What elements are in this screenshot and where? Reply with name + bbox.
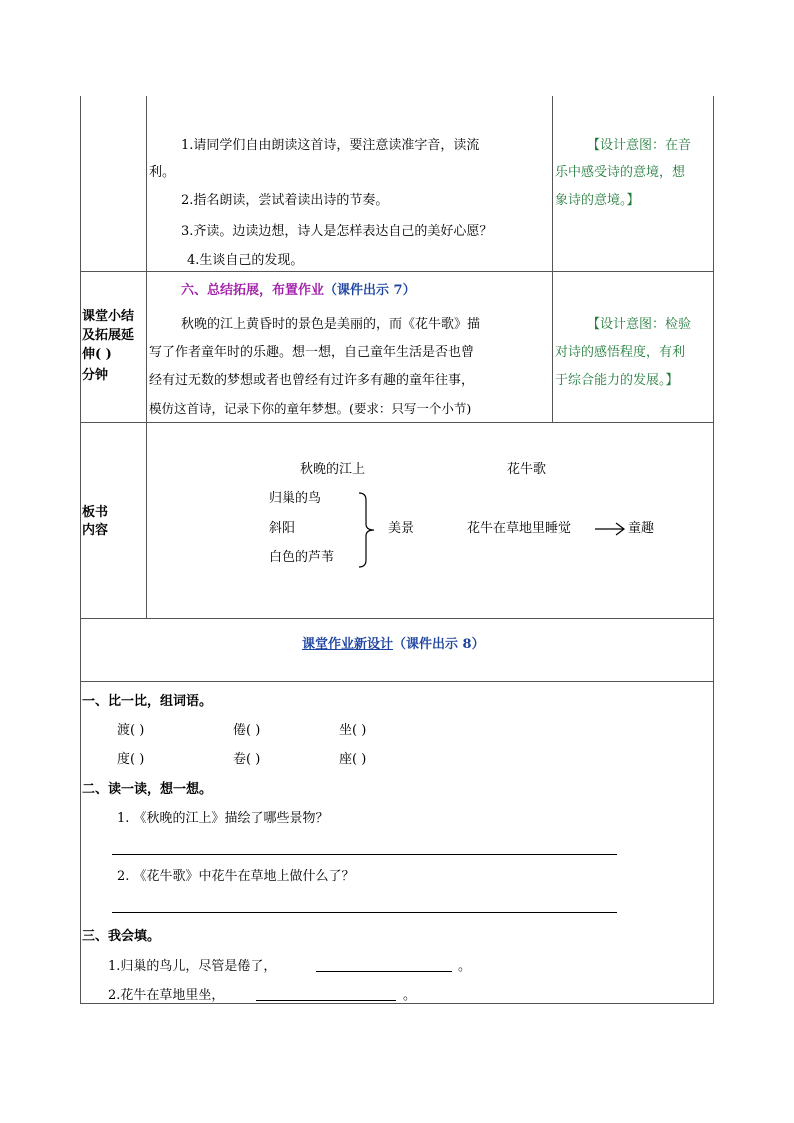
- reading-intent-line-1: 【设计意图：在音: [587, 138, 692, 153]
- q1-word-2: 倦( ): [233, 723, 261, 738]
- q3-item-1-end: 。: [458, 959, 472, 974]
- summary-label-line-4: 分钟: [82, 368, 109, 383]
- intent-column-border: [552, 96, 553, 422]
- q3-item-1: 1.归巢的鸟儿，尽管是倦了，: [108, 959, 277, 974]
- homework-title-note: （课件出示 8）: [393, 637, 485, 652]
- summary-label-line-1: 课堂小结: [82, 309, 135, 324]
- summary-label-line-2: 及拓展延: [82, 328, 135, 343]
- q2-answer-line-1[interactable]: [112, 854, 617, 855]
- reading-step-1: 1.请同学们自由朗读这首诗，要注意读准字音，读流: [181, 138, 480, 153]
- board-right-text: 花牛在草地里睡觉: [467, 521, 572, 536]
- q1-word-5: 卷( ): [233, 752, 261, 767]
- q3-item-2: 2.花牛在草地里坐，: [108, 988, 225, 1003]
- q2-answer-line-2[interactable]: [112, 912, 617, 913]
- reading-step-1-cont: 利。: [149, 165, 176, 180]
- q3-title: 三、我会填。: [82, 929, 161, 944]
- summary-body-line-3: 经有过无数的梦想或者也曾经有过许多有趣的童年往事，: [149, 373, 475, 388]
- q1-word-3: 坐( ): [339, 723, 367, 738]
- board-item-1: 归巢的鸟: [269, 491, 322, 506]
- label-column-border: [146, 96, 147, 618]
- summary-heading-note: （课件出示 7）: [324, 283, 416, 298]
- board-title-right: 花牛歌: [507, 462, 547, 477]
- summary-heading-text: 六、总结拓展，布置作业: [181, 283, 325, 298]
- q1-word-4: 度( ): [117, 752, 145, 767]
- summary-intent-line-2: 对诗的感悟程度，有利: [555, 345, 686, 360]
- row-divider-3: [80, 618, 714, 619]
- q3-item-2-end: 。: [403, 988, 417, 1003]
- homework-title-text: 课堂作业新设计: [302, 637, 394, 652]
- summary-label-line-3: 伸( ): [82, 347, 112, 362]
- homework-title: [302, 636, 485, 653]
- summary-intent-line-3: 于综合能力的发展。】: [555, 373, 679, 388]
- q3-blank-1[interactable]: [316, 971, 452, 972]
- summary-heading: [181, 282, 416, 299]
- summary-body-line-4: 模仿这首诗，记录下你的童年梦想。(要求：只写一个小节): [149, 401, 472, 416]
- row-divider-1: [80, 271, 714, 272]
- q2-item-2: 2. 《花牛歌》中花牛在草地上做什么了？: [117, 869, 355, 884]
- right-arrow-icon: [594, 522, 626, 536]
- table-right-border: [713, 96, 714, 1004]
- board-title-left: 秋晚的江上: [300, 462, 366, 477]
- board-label-line-2: 内容: [82, 523, 109, 538]
- q1-title: 一、比一比，组词语。: [82, 694, 213, 709]
- q2-title: 二、读一读，想一想。: [82, 782, 213, 797]
- row-divider-2: [80, 422, 714, 423]
- table-left-border: [80, 96, 81, 1004]
- board-right-result: 童趣: [628, 521, 655, 536]
- summary-body-line-1: 秋晚的江上黄昏时的景色是美丽的，而《花牛歌》描: [181, 317, 481, 332]
- q1-word-1: 渡( ): [117, 723, 145, 738]
- summary-intent-line-1: 【设计意图：检验: [587, 317, 692, 332]
- board-item-2: 斜阳: [269, 521, 296, 536]
- right-brace-icon: [357, 492, 377, 568]
- reading-intent-line-3: 象诗的意境。】: [555, 193, 640, 208]
- reading-step-3: 3.齐读。边读边想，诗人是怎样表达自己的美好心愿？: [181, 224, 493, 239]
- reading-step-2: 2.指名朗读，尝试着读出诗的节奏。: [181, 193, 389, 208]
- board-item-3: 白色的芦苇: [269, 550, 335, 565]
- q1-word-6: 座( ): [339, 752, 367, 767]
- q3-blank-2[interactable]: [256, 1000, 396, 1001]
- row-divider-4: [80, 681, 714, 682]
- summary-body-line-2: 写了作者童年时的乐趣。想一想，自己童年生活是否也曾: [149, 345, 475, 360]
- q2-item-1: 1. 《秋晚的江上》描绘了哪些景物？: [117, 811, 329, 826]
- reading-step-4: 4.生谈自己的发现。: [187, 253, 304, 268]
- board-label-line-1: 板书: [82, 505, 109, 520]
- board-summary: 美景: [388, 521, 415, 536]
- reading-intent-line-2: 乐中感受诗的意境，想: [555, 165, 686, 180]
